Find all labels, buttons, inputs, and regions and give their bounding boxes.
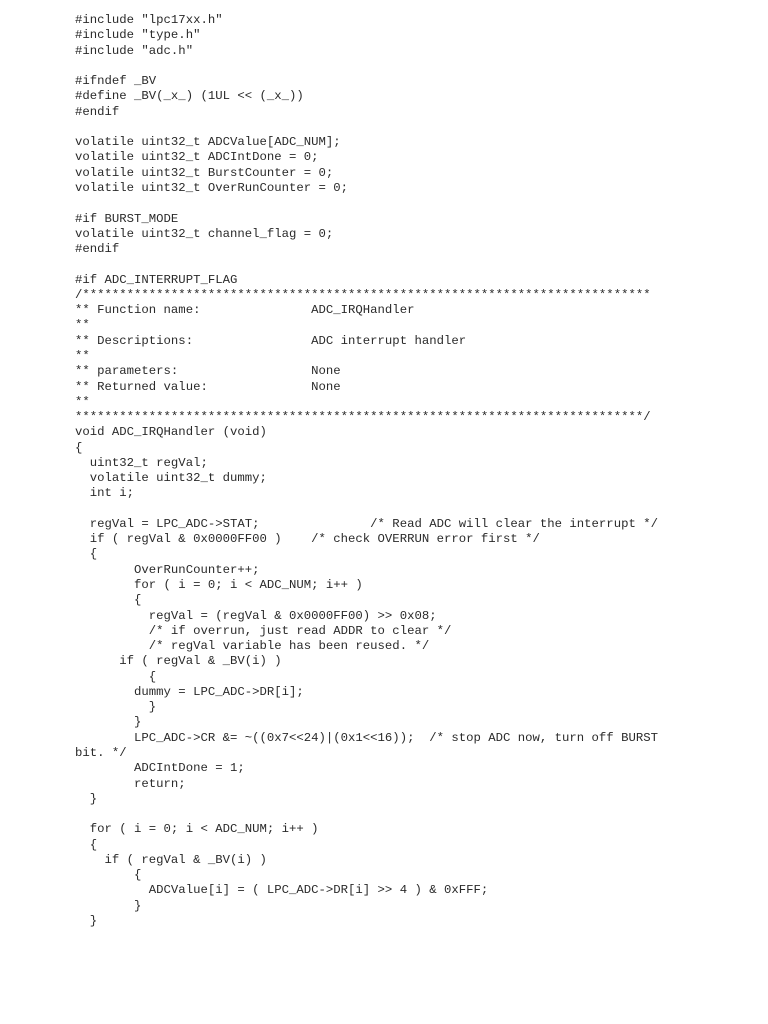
code-line: { — [75, 837, 98, 852]
code-line: OverRunCounter++; — [75, 562, 260, 577]
code-line: { — [75, 593, 142, 608]
code-line: if ( regVal & _BV(i) ) — [75, 654, 282, 669]
code-line: { — [75, 440, 83, 455]
code-line: uint32_t regVal; — [75, 455, 208, 470]
code-line: bit. */ — [75, 746, 127, 760]
code-line: { — [75, 868, 142, 883]
code-line: LPC_ADC->CR &= ~((0x7<<24)|(0x1<<16)); /* stop ADC now, turn off BURST — [75, 730, 658, 745]
code-line: /* regVal variable has been reused. */ — [75, 639, 430, 654]
code-line: #include "lpc17xx.h" — [75, 13, 223, 27]
code-line: ** — [75, 348, 90, 363]
code-line: #ifndef _BV — [75, 74, 157, 89]
code-line: ** Returned value: None — [75, 379, 341, 394]
code-line: return; — [75, 776, 186, 791]
code-line: } — [75, 913, 98, 928]
code-line: ADCIntDone = 1; — [75, 761, 245, 776]
code-line: void ADC_IRQHandler (void) — [75, 425, 267, 440]
code-line: if ( regVal & _BV(i) ) — [75, 852, 267, 867]
code-line: int i; — [75, 486, 135, 501]
code-line: for ( i = 0; i < ADC_NUM; i++ ) — [75, 822, 319, 837]
code-line: } — [75, 791, 98, 806]
code-line: #endif — [75, 104, 120, 119]
code-line: ** — [75, 318, 90, 333]
code-line: volatile uint32_t ADCValue[ADC_NUM]; — [75, 135, 341, 150]
code-line: ADCValue[i] = ( LPC_ADC->DR[i] >> 4 ) & 0xFFF; — [75, 883, 489, 898]
code-line: volatile uint32_t dummy; — [75, 471, 267, 486]
code-line: #define _BV(_x_) (1UL << (_x_)) — [75, 89, 304, 104]
code-line: volatile uint32_t channel_flag = 0; — [75, 226, 334, 241]
code-line: #if ADC_INTERRUPT_FLAG — [75, 272, 238, 287]
code-line: if ( regVal & 0x0000FF00 ) /* check OVERRUN error first */ — [75, 532, 540, 547]
code-line: *****************************************************************************/ — [75, 410, 651, 424]
code-line: volatile uint32_t ADCIntDone = 0; — [75, 150, 319, 165]
code-line: ** — [75, 394, 90, 409]
code-line: #endif — [75, 242, 120, 256]
code-line: dummy = LPC_ADC->DR[i]; — [75, 684, 304, 699]
code-line: #if BURST_MODE — [75, 211, 179, 226]
code-line: #include "type.h" — [75, 28, 201, 43]
code-line: /***************************************************************************** — [75, 287, 651, 302]
code-line: } — [75, 700, 157, 715]
code-line: #include "adc.h" — [75, 43, 194, 58]
code-line: regVal = LPC_ADC->STAT; /* Read ADC will clear the interrupt */ — [75, 516, 658, 531]
code-line: ** parameters: None — [75, 364, 341, 379]
code-line: volatile uint32_t BurstCounter = 0; — [75, 165, 334, 180]
code-line: { — [75, 547, 98, 562]
code-line: ** Function name: ADC_IRQHandler — [75, 303, 415, 318]
code-line: volatile uint32_t OverRunCounter = 0; — [75, 181, 349, 195]
code-line: /* if overrun, just read ADDR to clear */ — [75, 623, 452, 638]
code-line: regVal = (regVal & 0x0000FF00) >> 0x08; — [75, 608, 437, 623]
code-line: ** Descriptions: ADC interrupt handler — [75, 333, 467, 348]
code-line: } — [75, 898, 142, 913]
code-line: } — [75, 715, 142, 730]
code-line: { — [75, 669, 157, 684]
code-line: for ( i = 0; i < ADC_NUM; i++ ) — [75, 578, 363, 592]
